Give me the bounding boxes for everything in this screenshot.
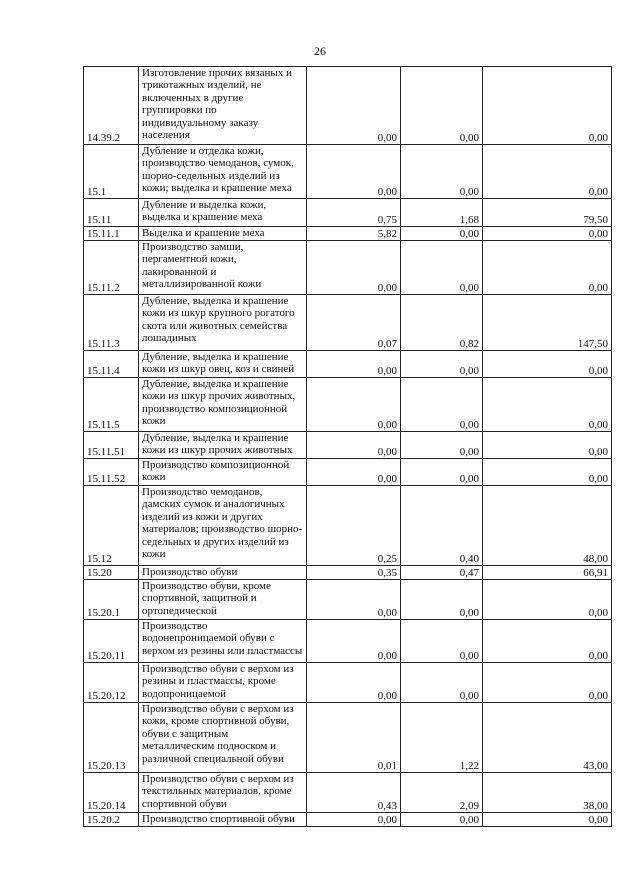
row-value-2: 2,09 [401,773,483,813]
table-row [84,295,612,351]
row-value-1: 0,00 [307,459,401,486]
row-name: Производство композиционной кожи [139,459,307,486]
row-value-3: 0,00 [483,459,612,486]
row-code: 15.12 [84,486,139,566]
row-value-1: 0,00 [307,67,401,145]
row-value-2: 1,22 [401,703,483,773]
data-table [83,66,612,827]
row-value-2: 0,00 [401,351,483,378]
row-value-3: 79,50 [483,199,612,227]
table-row [84,241,612,295]
row-value-2: 0,00 [401,227,483,241]
table-row [84,773,612,813]
row-code: 15.20.14 [84,773,139,813]
row-code: 15.11 [84,199,139,227]
row-value-3: 0,00 [483,620,612,663]
row-name: Дубление, выделка и крашение кожи из шкур прочих животных [139,432,307,459]
row-value-2: 0,82 [401,295,483,351]
row-value-3: 0,00 [483,67,612,145]
row-value-2: 0,00 [401,813,483,827]
row-value-3: 43,00 [483,703,612,773]
table-row [84,199,612,227]
table-row [84,378,612,432]
table-row [84,67,612,145]
row-name: Производство чемоданов, дамских сумок и аналогичных изделий из кожи и других материалов; производство шорно-седельных и других изделий из кожи [139,486,307,566]
table-row [84,703,612,773]
row-value-3: 0,00 [483,241,612,295]
row-value-1: 0,00 [307,663,401,703]
table-row [84,566,612,580]
row-value-2: 0,40 [401,486,483,566]
row-value-2: 0,00 [401,67,483,145]
row-value-2: 0,47 [401,566,483,580]
page-number: 26 [314,44,326,58]
row-value-1: 5,82 [307,227,401,241]
row-name: Производство спортивной обуви [139,813,307,827]
row-name: Выделка и крашение меха [139,227,307,241]
row-value-3: 0,00 [483,813,612,827]
row-value-3: 0,00 [483,227,612,241]
row-name: Производство обуви с верхом из текстильных материалов, кроме спортивной обуви [139,773,307,813]
row-code: 15.11.2 [84,241,139,295]
row-value-1: 0,35 [307,566,401,580]
row-code: 15.11.1 [84,227,139,241]
row-value-1: 0,00 [307,378,401,432]
table-body [84,67,612,827]
row-code: 15.20.1 [84,580,139,620]
row-name: Дубление и выделка кожи, выделка и крашение меха [139,199,307,227]
row-value-2: 0,00 [401,663,483,703]
row-value-1: 0,00 [307,241,401,295]
row-value-3: 38,00 [483,773,612,813]
row-value-1: 0,00 [307,580,401,620]
row-value-1: 0,00 [307,145,401,199]
row-code: 15.11.3 [84,295,139,351]
table-row [84,580,612,620]
table-row [84,620,612,663]
row-name: Изготовление прочих вязаных и трикотажных изделий, не включенных в другие группировки по индивидуальному заказу населения [139,67,307,145]
row-value-1: 0,25 [307,486,401,566]
row-value-3: 0,00 [483,145,612,199]
row-value-1: 0,43 [307,773,401,813]
row-name: Производство обуви, кроме спортивной, защитной и ортопедической [139,580,307,620]
row-code: 15.20.2 [84,813,139,827]
row-value-1: 0,01 [307,703,401,773]
table-row [84,663,612,703]
table-row [84,486,612,566]
table-row [84,145,612,199]
row-name: Производство обуви с верхом из резины и пластмассы, кроме водопроницаемой [139,663,307,703]
row-code: 15.20.11 [84,620,139,663]
row-value-2: 0,00 [401,459,483,486]
row-value-2: 0,00 [401,580,483,620]
row-code: 15.11.5 [84,378,139,432]
row-name: Производство обуви [139,566,307,580]
row-code: 15.20 [84,566,139,580]
row-value-2: 0,00 [401,378,483,432]
row-value-3: 0,00 [483,378,612,432]
row-name: Производство замши, пергаментной кожи, лакированной и металлизированной кожи [139,241,307,295]
table-row [84,227,612,241]
row-code: 15.11.51 [84,432,139,459]
row-code: 14.39.2 [84,67,139,145]
row-value-3: 0,00 [483,432,612,459]
table-row [84,432,612,459]
row-code: 15.20.12 [84,663,139,703]
row-value-2: 0,00 [401,432,483,459]
row-name: Производство водонепроницаемой обуви с верхом из резины или пластмассы [139,620,307,663]
row-code: 15.11.52 [84,459,139,486]
row-value-3: 147,50 [483,295,612,351]
row-value-1: 0,07 [307,295,401,351]
row-value-2: 0,00 [401,620,483,663]
row-value-3: 0,00 [483,351,612,378]
row-value-2: 0,00 [401,145,483,199]
row-value-1: 0,75 [307,199,401,227]
table-row [84,459,612,486]
row-name: Дубление, выделка и крашение кожи из шкур крупного рогатого скота или животных семейства лошадиных [139,295,307,351]
row-value-1: 0,00 [307,813,401,827]
row-name: Производство обуви с верхом из кожи, кроме спортивной обуви, обуви с защитным металлическим подноском и различной специальной обуви [139,703,307,773]
row-code: 15.20.13 [84,703,139,773]
row-value-3: 66,91 [483,566,612,580]
row-value-3: 0,00 [483,580,612,620]
row-code: 15.11.4 [84,351,139,378]
row-value-1: 0,00 [307,432,401,459]
row-value-3: 48,00 [483,486,612,566]
table-row [84,351,612,378]
row-name: Дубление, выделка и крашение кожи из шкур прочих животных, производство композиционной кожи [139,378,307,432]
row-name: Дубление, выделка и крашение кожи из шкур овец, коз и свиней [139,351,307,378]
row-value-1: 0,00 [307,351,401,378]
row-value-3: 0,00 [483,663,612,703]
row-value-1: 0,00 [307,620,401,663]
row-value-2: 1,68 [401,199,483,227]
table-row [84,813,612,827]
row-code: 15.1 [84,145,139,199]
row-value-2: 0,00 [401,241,483,295]
row-name: Дубление и отделка кожи, производство чемоданов, сумок, шорно-седельных изделий из кожи; выделка и крашение меха [139,145,307,199]
